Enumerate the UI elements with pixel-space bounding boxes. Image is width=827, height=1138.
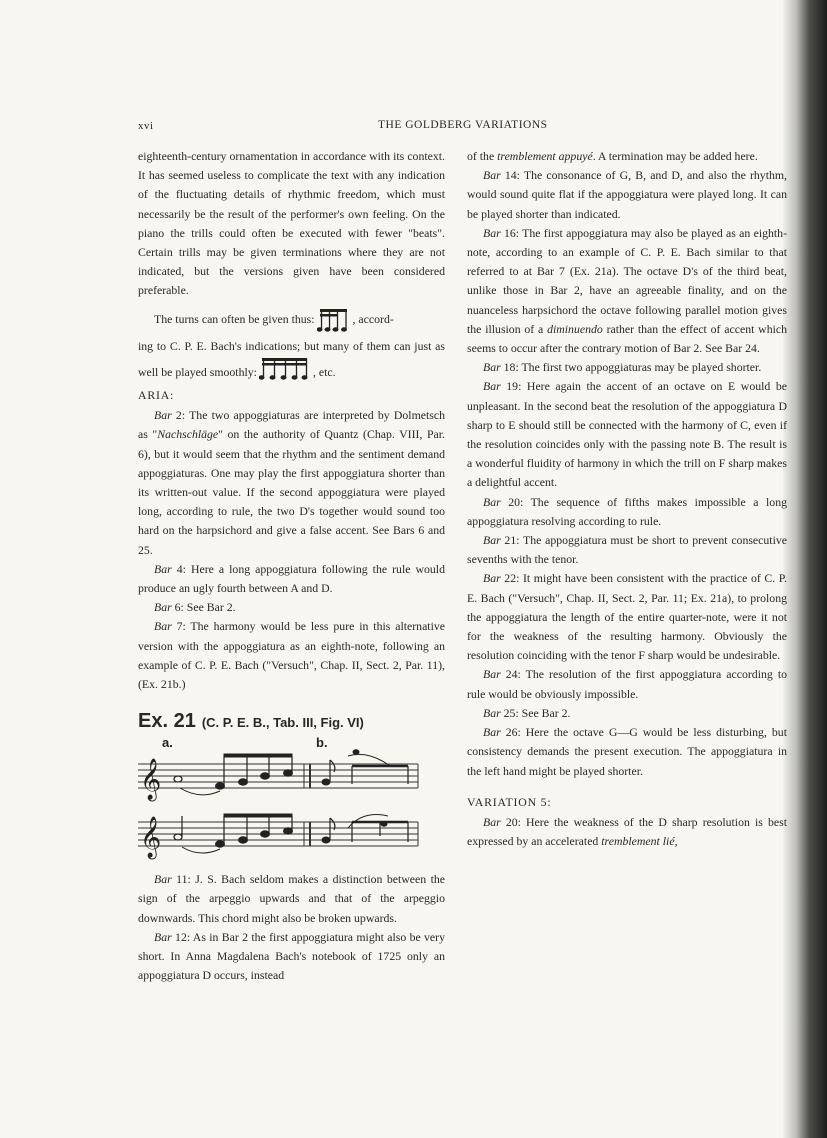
notes-lower-b [322, 815, 408, 844]
note-bar-14: Bar 14: The consonance of G, B, and D, and also the rhythm, would sound quite flat if the appoggiatura were played long. It can be played shorter than indicated. [467, 168, 787, 221]
note-bar-7: Bar 7: The harmony would be less pure in this alternative version with the appoggiatura as an eighth-note, following an example of C. P. E. Bach ("Versuch", Chap. II, Sect. 2, Par. 11), (Ex. 21b.) [138, 619, 445, 692]
note-bar-21: Bar 21: The appoggiatura must be short to prevent consecutive sevenths with the tenor. [467, 533, 787, 567]
note-bar-24: Bar 24: The resolution of the first appoggiatura according to rule would be obviously impossible. [467, 667, 787, 701]
note-bar-11: Bar 11: J. S. Bach seldom makes a distinction between the sign of the arpeggio upwards and that of the arpeggio downwards. This chord might also be broken upwards. [138, 872, 445, 925]
example-21-title [138, 712, 445, 736]
turns-line-1: The turns can often be given thus: , accord- [138, 303, 445, 337]
treble-clef-icon: 𝄞 [140, 759, 162, 801]
note-bar-25: Bar 25: See Bar 2. [483, 705, 571, 720]
notes-upper-a [174, 754, 293, 795]
note-bar-19: Bar 19: Here again the accent of an octave on E would be unpleasant. In the second beat the resolution of the appoggiatura D sharp to E should still be connected with the harmony of C, even if the resolution coincides only with the passing note B. The result is a wonderful fluidity of harmony in which the trill on F sharp makes a delightful accent. [467, 379, 787, 490]
example-number: Ex. 21 [138, 710, 196, 733]
page-number: xvi [138, 120, 154, 132]
note-bar-2: Bar 2: The two appoggiaturas are interpreted by Dolmetsch as "Nachschläge" on the authority of Quantz (Chap. VIII, Par. 6), but it would seem that the rhythm and the sentiment demand appoggiaturas. One may play the first appoggiatura shorter than its written-out value. If the second appoggiatura were played long, according to rule, the two D's together would sound too hard on the harpsichord and give a false accent. See Bars 6 and 25. [138, 408, 446, 557]
note-bar-16: Bar 16: The first appoggiatura may also be played as an eighth-note, according to an example of C. P. E. Bach similar to that referred to at Bar 7 (Ex. 21a). The octave D's of the third beat, unlike those in Bar 2, have an agreeable finality, and on the nuanceless harpsichord the octave following parallel motion gives the illusion of a diminuendo rather than the effect of accent which seems to occur after the contrary motion of Bar 2. See Bar 24. [467, 225, 788, 356]
treble-clef-icon-lower: 𝄞 [140, 817, 162, 859]
page-header [0, 119, 827, 139]
note-bar-6: Bar 6: See Bar 2. [154, 600, 236, 615]
music-example-21 [138, 736, 420, 860]
left-column [138, 147, 445, 986]
example-reference: (C. P. E. B., Tab. III, Fig. VI) [201, 715, 364, 731]
example-label-b: b. [316, 736, 328, 751]
turns-line-2: ing to C. P. E. Bach's indications; but many of them can just as well be played smoothly: , etc. [138, 337, 445, 382]
note-var5-bar-20: Bar 20: Here the weakness of the D sharp resolution is best expressed by an accelerated tremblement lié, [467, 814, 787, 849]
example-label-a: a. [162, 736, 173, 751]
variation-5-heading: VARIATION 5: [467, 794, 552, 809]
note-bar-18: Bar 18: The first two appoggiaturas may be played shorter. [483, 360, 762, 375]
right-column [467, 147, 787, 851]
turn-figure-2-icon [259, 356, 311, 382]
note-bar-12: Bar 12: As in Bar 2 the first appoggiatura might also be very short. In Anna Magdalena Bach's notebook of 1725 only an appoggiatura D occurs, instead [138, 929, 445, 983]
aria-heading: ARIA: [138, 388, 175, 403]
turn-figure-1-icon [317, 306, 351, 334]
running-title: THE GOLDBERG VARIATIONS [378, 119, 548, 131]
note-bar-22: Bar 22: It might have been consistent with the practice of C. P. E. Bach ("Versuch", Chap. II, Sect. 2, Par. 11; Ex. 21a), to prolong the appoggiatura the length of the entire quarter-note, were it not for the weakness of the resulting harmony. Obviously the resolution coinciding with the tenor F sharp would be undesirable. [467, 571, 787, 663]
paragraph-continuation: of the tremblement appuyé. A termination may be added here. [467, 149, 758, 163]
note-bar-26: Bar 26: Here the octave G—G would be less disturbing, but consistency demands the present execution. The appoggiatura in the left hand might be played shorter. [467, 725, 787, 778]
book-gutter-shadow [783, 0, 827, 1138]
notes-upper-b [322, 750, 408, 785]
note-bar-4: Bar 4: Here a long appoggiatura following the rule would produce an ugly fourth between A and D. [138, 561, 445, 596]
note-bar-20: Bar 20: The sequence of fifths makes impossible a long appoggiatura resolving according to rule. [467, 494, 787, 528]
paragraph-ornamentation: eighteenth-century ornamentation in accordance with its context. It has seemed useless to complicate the text with any indication of the fluctuating details of rhythmic freedom, which must necessarily be the result of the performer's own feeling. On the piano the trills could often be executed with fewer "beats". Certain trills may be given terminations where they are not indicated, but the versions given have been considered preferable. [138, 149, 445, 298]
